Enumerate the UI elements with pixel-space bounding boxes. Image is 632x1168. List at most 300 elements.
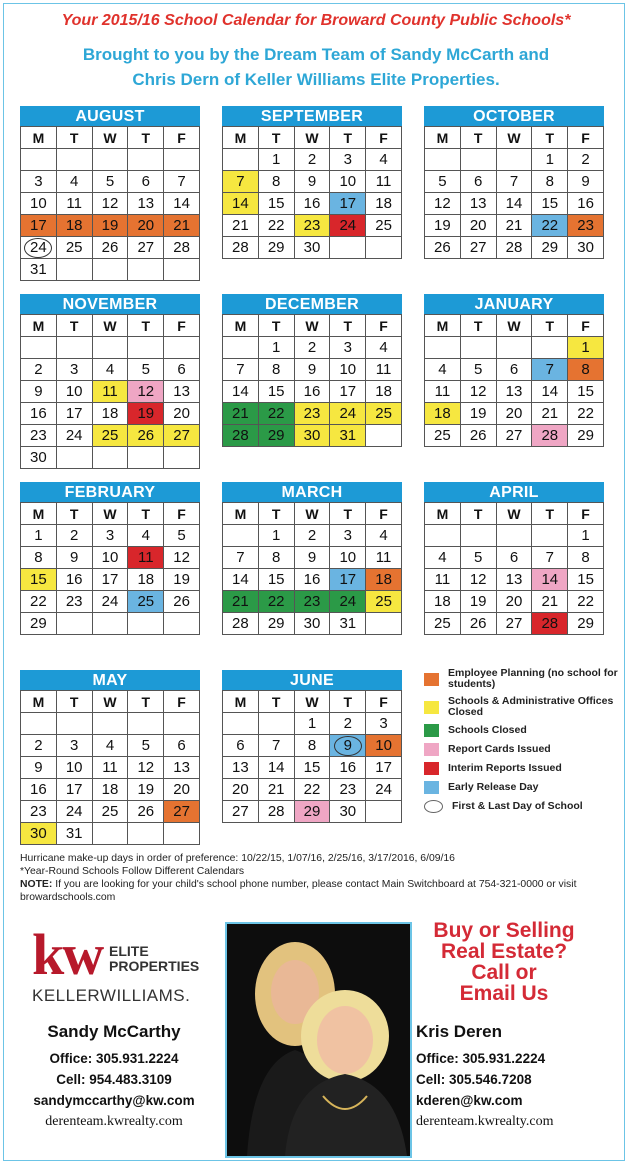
agent-name: Kris Deren <box>416 1022 502 1041</box>
day-cell: 4 <box>425 359 461 381</box>
day-cell: 30 <box>295 613 331 635</box>
month-calendar-june <box>222 670 402 823</box>
year-round-note: *Year-Round Schools Follow Different Calendars <box>20 866 245 877</box>
month-calendar-april <box>424 482 604 635</box>
day-cell: 22 <box>568 591 604 613</box>
month-calendar-august <box>20 106 200 281</box>
subtitle <box>0 42 632 92</box>
day-cell: 16 <box>295 193 331 215</box>
month-calendar-september <box>222 106 402 259</box>
day-cell: 15 <box>568 569 604 591</box>
day-cell: 30 <box>330 801 366 823</box>
day-cell: 13 <box>461 193 497 215</box>
day-cell <box>330 237 366 259</box>
day-cell: 12 <box>128 381 164 403</box>
keller-williams-logo <box>32 922 200 1005</box>
month-calendar-october <box>424 106 604 259</box>
day-cell: 25 <box>425 613 461 635</box>
day-cell: 22 <box>568 403 604 425</box>
day-cell: 6 <box>461 171 497 193</box>
weekday-header: F <box>164 503 200 525</box>
month-calendar-february <box>20 482 200 635</box>
day-cell: 6 <box>497 359 533 381</box>
month-grid <box>424 314 604 447</box>
day-cell: 20 <box>128 215 164 237</box>
day-cell: 7 <box>532 547 568 569</box>
weekday-header: F <box>164 127 200 149</box>
day-cell: 11 <box>93 757 129 779</box>
day-cell <box>57 337 93 359</box>
day-cell <box>57 149 93 171</box>
day-cell: 25 <box>425 425 461 447</box>
day-cell <box>425 337 461 359</box>
legend <box>424 668 624 819</box>
weekday-header: T <box>532 315 568 337</box>
day-cell: 24 <box>57 801 93 823</box>
day-cell: 25 <box>128 591 164 613</box>
day-cell: 25 <box>57 237 93 259</box>
weekday-header: T <box>57 691 93 713</box>
day-cell: 27 <box>223 801 259 823</box>
weekday-header: M <box>21 503 57 525</box>
day-cell: 30 <box>295 425 331 447</box>
day-cell: 13 <box>497 381 533 403</box>
day-cell <box>164 337 200 359</box>
weekday-header: M <box>21 127 57 149</box>
day-cell: 31 <box>21 259 57 281</box>
day-cell: 10 <box>21 193 57 215</box>
legend-label: Interim Reports Issued <box>448 762 562 774</box>
blue-swatch <box>424 781 439 794</box>
day-cell: 26 <box>128 425 164 447</box>
day-cell: 29 <box>259 613 295 635</box>
day-cell: 9 <box>21 381 57 403</box>
day-cell: 7 <box>223 171 259 193</box>
agent-website[interactable]: derenteam.kwrealty.com <box>45 1114 183 1129</box>
day-number: 24 <box>24 238 52 258</box>
day-cell: 20 <box>497 591 533 613</box>
day-cell <box>461 337 497 359</box>
day-cell: 16 <box>21 779 57 801</box>
day-cell: 3 <box>366 713 402 735</box>
day-cell: 4 <box>366 149 402 171</box>
day-cell <box>532 525 568 547</box>
agent-name: Sandy McCarthy <box>47 1022 181 1041</box>
day-cell: 5 <box>461 547 497 569</box>
weekday-header: T <box>128 315 164 337</box>
day-cell: 6 <box>164 735 200 757</box>
day-cell: 28 <box>223 613 259 635</box>
subtitle-line-1: Brought to you by the Dream Team of Sandy McCarth and <box>82 45 550 64</box>
day-cell <box>223 713 259 735</box>
legend-item-interim-reports <box>424 762 624 775</box>
agents-photo <box>225 922 412 1158</box>
weekday-header: T <box>259 503 295 525</box>
day-cell: 28 <box>259 801 295 823</box>
day-cell: 14 <box>223 569 259 591</box>
weekday-header: T <box>330 503 366 525</box>
day-cell: 8 <box>295 735 331 757</box>
weekday-header: W <box>93 315 129 337</box>
agent-office-phone: Office: 305.931.2224 <box>416 1051 546 1066</box>
weekday-header: T <box>128 127 164 149</box>
day-cell: 19 <box>164 569 200 591</box>
day-cell <box>21 713 57 735</box>
green-swatch <box>424 724 439 737</box>
day-cell: 9 <box>21 757 57 779</box>
day-cell <box>425 525 461 547</box>
day-cell: 8 <box>568 547 604 569</box>
day-cell: 22 <box>259 591 295 613</box>
weekday-header: T <box>330 315 366 337</box>
day-cell: 19 <box>128 403 164 425</box>
day-number: 9 <box>334 736 362 756</box>
day-cell: 7 <box>164 171 200 193</box>
day-cell: 15 <box>295 757 331 779</box>
day-cell: 8 <box>21 547 57 569</box>
day-cell <box>366 237 402 259</box>
day-cell: 5 <box>93 171 129 193</box>
day-cell: 19 <box>461 403 497 425</box>
day-cell: 3 <box>330 337 366 359</box>
month-grid <box>20 126 200 281</box>
day-cell: 1 <box>295 713 331 735</box>
day-cell: 16 <box>295 381 331 403</box>
day-cell <box>128 823 164 845</box>
day-cell: 15 <box>568 381 604 403</box>
day-cell: 2 <box>21 735 57 757</box>
day-cell: 17 <box>366 757 402 779</box>
day-cell: 23 <box>21 425 57 447</box>
day-cell <box>461 149 497 171</box>
day-cell: 28 <box>164 237 200 259</box>
legend-item-first-last-day <box>424 800 624 813</box>
weekday-header: M <box>223 127 259 149</box>
day-cell: 5 <box>164 525 200 547</box>
legend-label: Employee Planning (no school for students) <box>448 667 618 690</box>
weekday-header: W <box>295 315 331 337</box>
day-cell: 8 <box>259 547 295 569</box>
day-cell: 1 <box>259 337 295 359</box>
day-cell: 24 <box>57 425 93 447</box>
day-cell <box>497 149 533 171</box>
day-cell <box>128 447 164 469</box>
elite-properties-text: ELITE PROPERTIES <box>109 943 200 974</box>
day-cell: 27 <box>461 237 497 259</box>
day-cell: 25 <box>366 591 402 613</box>
month-name: APRIL <box>424 482 604 502</box>
red-swatch <box>424 762 439 775</box>
day-cell: 16 <box>330 757 366 779</box>
yellow-swatch <box>424 701 439 714</box>
day-cell <box>128 259 164 281</box>
day-cell <box>93 713 129 735</box>
legend-label: First & Last Day of School <box>452 800 583 812</box>
day-cell: 16 <box>21 403 57 425</box>
day-cell: 12 <box>128 757 164 779</box>
weekday-header: W <box>295 127 331 149</box>
day-cell: 18 <box>366 381 402 403</box>
day-cell: 5 <box>128 735 164 757</box>
agent-email[interactable]: sandymccarthy@kw.com <box>33 1093 195 1108</box>
month-grid <box>20 690 200 845</box>
note-label: NOTE: <box>20 879 53 890</box>
day-cell: 18 <box>425 403 461 425</box>
day-cell: 29 <box>259 425 295 447</box>
day-cell: 19 <box>461 591 497 613</box>
day-cell: 2 <box>295 337 331 359</box>
day-cell: 20 <box>497 403 533 425</box>
day-cell: 17 <box>330 569 366 591</box>
day-cell: 20 <box>461 215 497 237</box>
weekday-header: M <box>21 315 57 337</box>
day-cell: 6 <box>128 171 164 193</box>
day-cell: 11 <box>93 381 129 403</box>
day-cell: 11 <box>366 547 402 569</box>
day-cell: 6 <box>164 359 200 381</box>
day-cell: 9 <box>295 171 331 193</box>
day-cell: 2 <box>330 713 366 735</box>
weekday-header: T <box>532 503 568 525</box>
day-cell: 9 <box>295 547 331 569</box>
day-cell <box>164 823 200 845</box>
weekday-header: M <box>21 691 57 713</box>
day-cell: 17 <box>57 779 93 801</box>
month-name: FEBRUARY <box>20 482 200 502</box>
day-cell <box>461 525 497 547</box>
day-cell: 4 <box>366 525 402 547</box>
legend-label: Early Release Day <box>448 781 539 793</box>
day-cell: 25 <box>366 215 402 237</box>
month-calendar-march <box>222 482 402 635</box>
day-cell: 1 <box>259 525 295 547</box>
agent-cell-phone: Cell: 954.483.3109 <box>56 1072 172 1087</box>
day-cell: 15 <box>532 193 568 215</box>
day-cell: 20 <box>164 403 200 425</box>
day-cell: 8 <box>259 359 295 381</box>
weekday-header: T <box>330 127 366 149</box>
weekday-header: T <box>57 127 93 149</box>
month-grid <box>20 502 200 635</box>
day-cell: 8 <box>568 359 604 381</box>
day-cell: 27 <box>128 237 164 259</box>
day-cell: 29 <box>568 613 604 635</box>
agent-website[interactable]: derenteam.kwrealty.com <box>416 1114 554 1129</box>
day-cell: 4 <box>93 735 129 757</box>
day-cell: 27 <box>164 425 200 447</box>
day-cell: 22 <box>295 779 331 801</box>
weekday-header: F <box>568 315 604 337</box>
weekday-header: T <box>330 691 366 713</box>
weekday-header: M <box>425 315 461 337</box>
day-cell: 10 <box>93 547 129 569</box>
cta-line-2: Real Estate? <box>440 940 568 963</box>
cta-line-4: Email Us <box>459 982 549 1005</box>
phone-note <box>20 878 620 904</box>
day-cell: 26 <box>128 801 164 823</box>
day-cell: 9 <box>568 171 604 193</box>
day-cell: 26 <box>461 613 497 635</box>
agent-card-sandy <box>8 1022 220 1133</box>
weekday-header: M <box>223 315 259 337</box>
month-grid <box>222 126 402 259</box>
day-cell <box>21 237 57 259</box>
day-cell: 22 <box>259 215 295 237</box>
day-cell: 15 <box>259 193 295 215</box>
day-cell: 11 <box>425 381 461 403</box>
day-cell: 25 <box>366 403 402 425</box>
day-cell: 10 <box>330 359 366 381</box>
day-cell: 14 <box>164 193 200 215</box>
month-grid <box>424 126 604 259</box>
day-cell: 3 <box>330 149 366 171</box>
day-cell: 16 <box>568 193 604 215</box>
weekday-header: F <box>164 315 200 337</box>
day-cell: 21 <box>532 403 568 425</box>
day-cell: 28 <box>497 237 533 259</box>
pink-swatch <box>424 743 439 756</box>
day-cell: 2 <box>21 359 57 381</box>
day-cell: 21 <box>497 215 533 237</box>
day-cell: 24 <box>330 403 366 425</box>
day-cell: 26 <box>425 237 461 259</box>
weekday-header: F <box>366 503 402 525</box>
weekday-header: W <box>497 127 533 149</box>
day-cell: 18 <box>366 569 402 591</box>
weekday-header: T <box>259 127 295 149</box>
day-cell: 14 <box>223 193 259 215</box>
day-cell: 4 <box>57 171 93 193</box>
day-cell <box>93 149 129 171</box>
day-cell: 24 <box>93 591 129 613</box>
day-cell: 7 <box>497 171 533 193</box>
calendar-title: Your 2015/16 School Calendar for Broward County Public Schools* <box>61 12 571 29</box>
weekday-header: M <box>223 503 259 525</box>
day-cell: 23 <box>330 779 366 801</box>
day-cell: 10 <box>57 381 93 403</box>
day-cell: 17 <box>93 569 129 591</box>
day-cell <box>57 259 93 281</box>
day-cell: 18 <box>57 215 93 237</box>
legend-label: Schools & Administrative Offices Closed <box>448 695 614 718</box>
day-cell: 3 <box>57 359 93 381</box>
day-cell: 26 <box>461 425 497 447</box>
day-cell: 17 <box>57 403 93 425</box>
day-cell: 28 <box>532 425 568 447</box>
day-cell: 10 <box>330 547 366 569</box>
day-cell: 24 <box>366 779 402 801</box>
day-cell: 21 <box>259 779 295 801</box>
day-cell: 23 <box>568 215 604 237</box>
day-cell: 29 <box>259 237 295 259</box>
day-cell: 26 <box>93 237 129 259</box>
day-cell: 19 <box>93 215 129 237</box>
day-cell: 3 <box>57 735 93 757</box>
day-cell: 1 <box>568 337 604 359</box>
day-cell: 12 <box>93 193 129 215</box>
legend-item-schools-closed <box>424 724 624 737</box>
agent-email[interactable]: kderen@kw.com <box>416 1093 523 1108</box>
day-cell <box>497 337 533 359</box>
day-cell: 2 <box>295 525 331 547</box>
month-name: SEPTEMBER <box>222 106 402 126</box>
weekday-header: M <box>223 691 259 713</box>
day-cell: 3 <box>330 525 366 547</box>
day-cell: 14 <box>532 381 568 403</box>
day-cell: 5 <box>425 171 461 193</box>
day-cell <box>93 613 129 635</box>
day-cell: 17 <box>330 381 366 403</box>
day-cell: 17 <box>21 215 57 237</box>
month-name: AUGUST <box>20 106 200 126</box>
month-name: MARCH <box>222 482 402 502</box>
day-cell: 11 <box>366 171 402 193</box>
hurricane-makeup-note: Hurricane make-up days in order of preference: 10/22/15, 1/07/16, 2/25/16, 3/17/2016, 6/09/16 <box>20 853 455 864</box>
day-cell: 14 <box>497 193 533 215</box>
month-name: MAY <box>20 670 200 690</box>
day-cell <box>164 149 200 171</box>
day-cell <box>223 337 259 359</box>
month-calendar-november <box>20 294 200 469</box>
note-text: If you are looking for your child's school phone number, please contact Main Switchboard at 754-321-0000 or visit browardschools.com <box>20 879 577 903</box>
day-cell: 21 <box>164 215 200 237</box>
day-cell: 7 <box>223 547 259 569</box>
orange-swatch <box>424 673 439 686</box>
weekday-header: T <box>128 691 164 713</box>
weekday-header: M <box>425 127 461 149</box>
day-cell <box>330 735 366 757</box>
day-cell: 21 <box>223 215 259 237</box>
day-cell: 18 <box>425 591 461 613</box>
day-cell: 4 <box>425 547 461 569</box>
weekday-header: T <box>461 503 497 525</box>
weekday-header: T <box>57 503 93 525</box>
day-cell <box>259 713 295 735</box>
weekday-header: F <box>568 127 604 149</box>
day-cell: 18 <box>366 193 402 215</box>
cta-line-1: Buy or Selling <box>433 919 575 942</box>
day-cell: 25 <box>93 425 129 447</box>
day-cell: 1 <box>568 525 604 547</box>
day-cell: 11 <box>425 569 461 591</box>
day-cell: 4 <box>93 359 129 381</box>
day-cell: 27 <box>497 613 533 635</box>
weekday-header: W <box>295 691 331 713</box>
day-cell <box>128 713 164 735</box>
day-cell <box>21 149 57 171</box>
day-cell: 8 <box>532 171 568 193</box>
weekday-header: W <box>497 315 533 337</box>
day-cell: 10 <box>57 757 93 779</box>
day-cell: 13 <box>497 569 533 591</box>
day-cell: 11 <box>57 193 93 215</box>
day-cell: 27 <box>164 801 200 823</box>
agent-card-kris <box>416 1022 616 1133</box>
weekday-header: T <box>532 127 568 149</box>
day-cell: 4 <box>366 337 402 359</box>
day-cell: 14 <box>532 569 568 591</box>
day-cell: 31 <box>57 823 93 845</box>
day-cell <box>21 337 57 359</box>
day-cell: 26 <box>164 591 200 613</box>
day-cell: 19 <box>128 779 164 801</box>
day-cell: 3 <box>21 171 57 193</box>
day-cell: 20 <box>223 779 259 801</box>
day-cell <box>366 425 402 447</box>
day-cell: 30 <box>568 237 604 259</box>
month-grid <box>20 314 200 469</box>
day-cell: 29 <box>568 425 604 447</box>
